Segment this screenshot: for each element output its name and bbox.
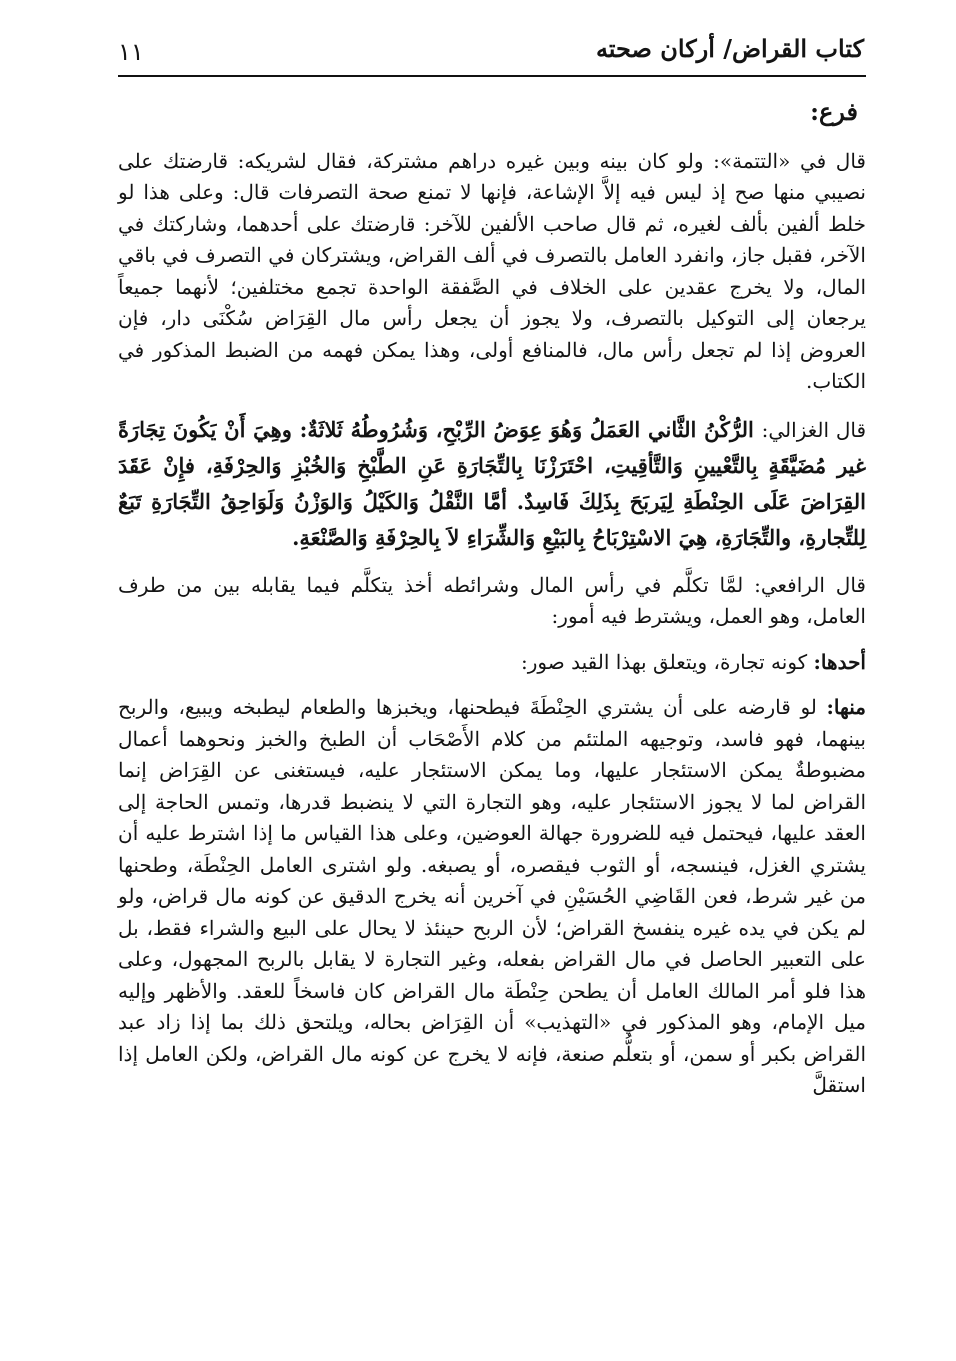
first-condition-text: كونه تجارة، ويتعلق بهذا القيد صور: (521, 649, 808, 674)
header-divider (118, 75, 866, 77)
ghazali-matn-text: الرُّكْنُ الثَّاني العَمَلُ وَهُوَ عِوَضُ الرِّبْحِ، وَشُرُوطُهُ ثَلاثَةٌ: وهِيَ أَنْ يَكُونَ تِجَارَةً غير مُضَيَّقَةٍ بِالتَّعْيينِ وَالتَّأقِيتِ، احْتَرَزْنَا بِالتِّجَارَةِ عَنِ الطَّبْخِ وَالخُبْزِ وَالحِرْفَةِ، فإِنْ عَقَدَ القِرَاضَ عَلَى الحِنْطَةِ لِيَربَحَ بِذَلِكَ فَاسِدٌ. أمَّا النَّقْلُ وَالكَيْلُ وَالوَزْنُ وَلَوَاحِقُ التِّجَارَةِ تَبَعٌ لِلتِّجارةِ، والتِّجَارَةِ، هِيَ الاسْتِرْبَاحُ بِالبَيْعِ وَالشِّرَاءِ لاَ بِالحِرْفَةِ وَالصَّنْعَةِ. (118, 416, 866, 550)
paragraph-first-condition (118, 647, 866, 679)
page-number: ١١ (118, 38, 144, 66)
ghazali-lead: قال الغزالي: (761, 417, 867, 442)
examples-lead: منها: (826, 695, 866, 719)
paragraph-examples (118, 692, 866, 1102)
section-heading: فرع: (810, 97, 858, 126)
examples-text: لو قارضه على أن يشتري الحِنْطَةَ فيطحنها، ويخبزها والطعام ليطبخه ويبيع، والربح بينهما، فهو فاسد، وتوجيهه الملتئم من كلام الأَصْحَاب أن الطبخ والخبز ونحوهما أعمال مضبوطةٌ يمكن الاستئجار عليها، وما يمكن الاستئجار عليه، فيستغنى عن القِرَاض إنما القراض لما لا يجوز الاستئجار عليه، وهو التجارة التي لا ينضبط قدرها، وتمس الحاجة إلى العقد عليها، فيحتمل فيه للضرورة جهالة العوضين، وعلى هذا القياس ما إذا اشترط عليه أن يشتري الغزل، فينسجه، أو الثوب فيقصره، أو يصبغه. ولو اشترى العامل الحِنْطَة، وطحنها من غير شرط، فعن القَاضِي الحُسَيْنِ في آخرين أنه يخرج الدقيق عن كونه مال قراض، ولو لم يكن في يده غيره ينفسخ القراض؛ لأن الربح حينئذ لا يحال على البيع والشراء فقط، بل على التعبير الحاصل في مال القراض بفعله، وغير التجارة لا يقابل بالربح المجهول، وعلى هذا فلو أمر المالك العامل أن يطحن حِنْطَة مال القراض كان فاسخاً للعقد. والأظهر وإليه ميل الإمام، وهو المذكور في «التهذيب» أن القِرَاض بحاله، ويلتحق ذلك بما إذا زاد عبد القراض بكبر أو سمن، أو بتعلُّم صنعة، فإنه لا يخرج عن كونه مال القراض، ولكن العامل إذا استقلَّ (118, 695, 866, 1097)
first-condition-lead: أحدها: (813, 649, 866, 674)
running-title: كتاب القراض/ أركان صحته (595, 34, 864, 63)
paragraph-ghazali (118, 412, 866, 556)
page-body (118, 96, 866, 1116)
paragraph-tatimma: قال في «التتمة»: ولو كان بينه وبين غيره دراهم مشتركة، فقال لشريكه: قارضتك على نصيبي منها صح إذ ليس فيه إلاَّ الإشاعة، فإنها لا تمنع صحة التصرفات قال: وعلى هذا لو خلط ألفين بألف لغيره، ثم قال صاحب الألفين للآخر: قارضتك على أحدهما، وشاركتك في الآخر، فقبل جاز، وانفرد العامل بالتصرف في ألف القراض، ويشتركان في التصرف في باقي المال، ولا يخرج عقدين على الخلاف في الصَّفقة الواحدة تجمع مختلفين؛ لأنهما جميعاً يرجعان إلى التوكيل بالتصرف، ولا يجوز أن يجعل رأس مال القِرَاض سُكْنَى دار، فإن العروض إذا لم تجعل رأس مال، فالمنافع أولى، وهذا يمكن فهمه من الضبط المذكور في الكتاب. (118, 148, 866, 393)
page-header (118, 28, 864, 74)
paragraph-rafii: قال الرافعي: لمَّا تكلَّم في رأس المال وشرائطه أخذ يتكلَّم فيما يقابله بين من طرف العامل، وهو العمل، ويشترط فيه أمور: (118, 572, 866, 628)
